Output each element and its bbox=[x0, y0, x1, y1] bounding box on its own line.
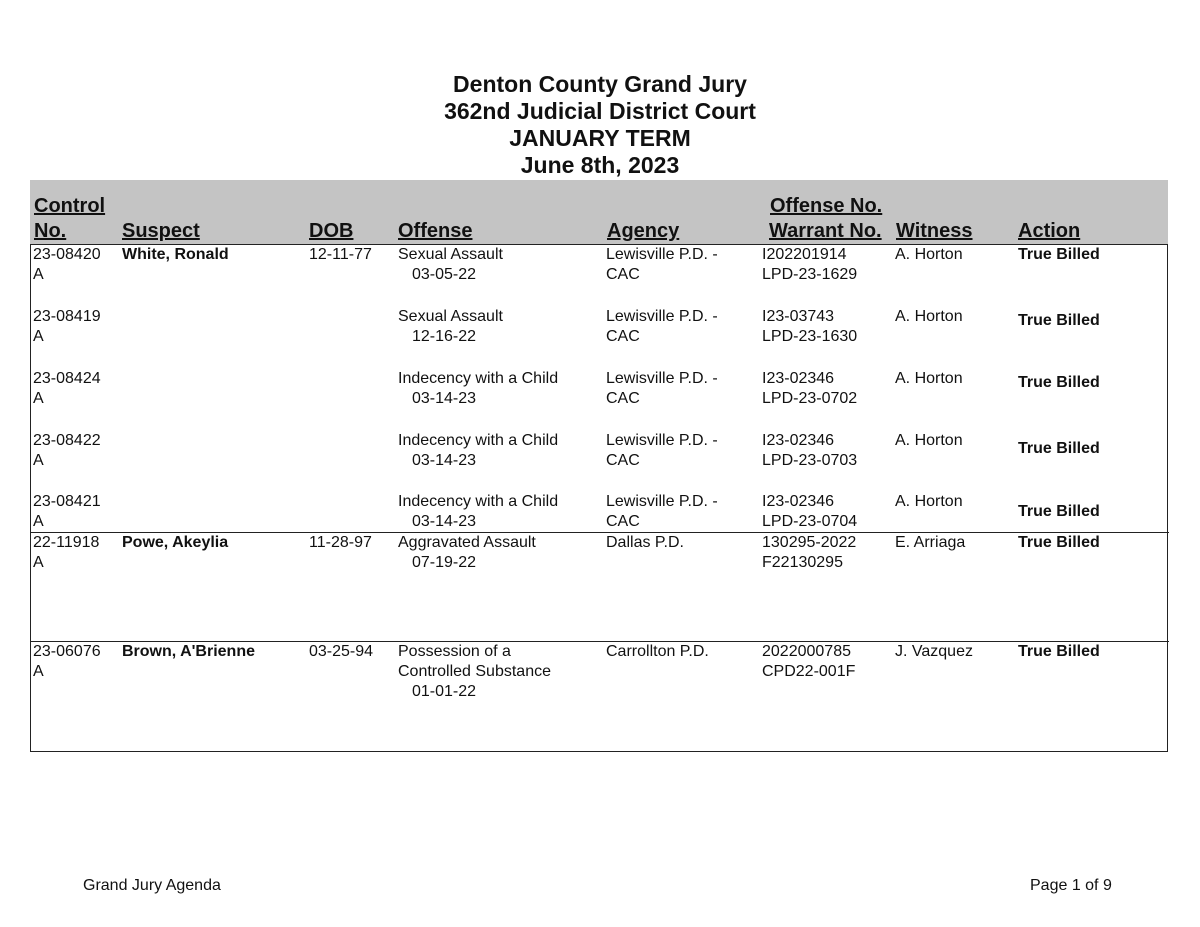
control-suffix: A bbox=[33, 663, 44, 680]
agency: CAC bbox=[606, 513, 640, 530]
witness: A. Horton bbox=[895, 246, 963, 263]
agency: Dallas P.D. bbox=[606, 534, 684, 551]
offense-number: I23-02346 bbox=[762, 370, 835, 387]
agency: CAC bbox=[606, 390, 640, 407]
witness: A. Horton bbox=[895, 308, 963, 325]
agency: Lewisville P.D. - bbox=[606, 432, 718, 449]
table-header bbox=[30, 180, 1168, 244]
control-suffix: A bbox=[33, 266, 44, 283]
warrant-number: LPD-23-0704 bbox=[762, 513, 858, 530]
control-number: 23-08422 bbox=[33, 432, 101, 449]
offense-number: 2022000785 bbox=[762, 643, 851, 660]
dob: 11-28-97 bbox=[309, 534, 372, 551]
offense-date: 03-14-23 bbox=[412, 513, 477, 530]
agency: CAC bbox=[606, 266, 640, 283]
offense-date: 01-01-22 bbox=[412, 683, 477, 700]
action-status: True Billed bbox=[1018, 312, 1100, 329]
warrant-number: F22130295 bbox=[762, 554, 843, 571]
control-suffix: A bbox=[33, 452, 44, 469]
offense-date: 12-16-22 bbox=[412, 328, 477, 345]
title-line-1: Denton County Grand Jury bbox=[453, 71, 747, 97]
control-number: 23-08424 bbox=[33, 370, 101, 387]
warrant-number: LPD-23-1630 bbox=[762, 328, 858, 345]
col-suspect: Suspect bbox=[122, 220, 200, 242]
col-dob: DOB bbox=[309, 220, 354, 242]
agency: CAC bbox=[606, 452, 640, 469]
control-suffix: A bbox=[33, 328, 44, 345]
col-offense: Offense bbox=[398, 220, 473, 242]
dob: 12-11-77 bbox=[309, 246, 372, 263]
dob: 03-25-94 bbox=[309, 643, 374, 660]
control-suffix: A bbox=[33, 554, 44, 571]
warrant-number: LPD-23-0703 bbox=[762, 452, 858, 469]
offense-date: 03-05-22 bbox=[412, 266, 477, 283]
offense: Indecency with a Child bbox=[398, 493, 559, 510]
witness: E. Arriaga bbox=[895, 534, 966, 551]
title-line-3: JANUARY TERM bbox=[509, 125, 691, 151]
control-number: 23-06076 bbox=[33, 643, 101, 660]
agency: Lewisville P.D. - bbox=[606, 246, 718, 263]
action-status: True Billed bbox=[1018, 503, 1100, 520]
warrant-number: LPD-23-0702 bbox=[762, 390, 858, 407]
control-number: 22-11918 bbox=[33, 534, 100, 551]
witness: J. Vazquez bbox=[895, 643, 973, 660]
offense-number: I23-03743 bbox=[762, 308, 835, 325]
action-status: True Billed bbox=[1018, 643, 1100, 660]
suspect-name: Powe, Akeylia bbox=[122, 534, 229, 551]
action-status: True Billed bbox=[1018, 440, 1100, 457]
control-number: 23-08421 bbox=[33, 493, 101, 510]
offense-number: 130295-2022 bbox=[762, 534, 857, 551]
offense: Indecency with a Child bbox=[398, 432, 559, 449]
control-suffix: A bbox=[33, 390, 44, 407]
col-witness: Witness bbox=[896, 220, 973, 242]
col-action: Action bbox=[1018, 220, 1081, 242]
offense-number: I23-02346 bbox=[762, 493, 835, 510]
col-offense-no: Offense No. bbox=[770, 195, 883, 217]
agency: Lewisville P.D. - bbox=[606, 308, 718, 325]
footer-title: Grand Jury Agenda bbox=[83, 877, 221, 894]
title-line-2: 362nd Judicial District Court bbox=[444, 98, 756, 124]
offense-number: I23-02346 bbox=[762, 432, 835, 449]
offense: Aggravated Assault bbox=[398, 534, 536, 551]
col-control-line2: No. bbox=[34, 220, 67, 242]
control-number: 23-08419 bbox=[33, 308, 101, 325]
suspect-name: White, Ronald bbox=[122, 246, 229, 263]
offense-number: I202201914 bbox=[762, 246, 847, 263]
offense: Sexual Assault bbox=[398, 246, 503, 263]
agenda-table bbox=[30, 244, 1168, 752]
action-status: True Billed bbox=[1018, 534, 1100, 551]
offense: Indecency with a Child bbox=[398, 370, 559, 387]
control-number: 23-08420 bbox=[33, 246, 101, 263]
witness: A. Horton bbox=[895, 370, 963, 387]
offense: Controlled Substance bbox=[398, 663, 551, 680]
offense-date: 07-19-22 bbox=[412, 554, 477, 571]
action-status: True Billed bbox=[1018, 374, 1100, 391]
offense: Sexual Assault bbox=[398, 308, 503, 325]
control-suffix: A bbox=[33, 513, 44, 530]
agency: Carrollton P.D. bbox=[606, 643, 709, 660]
agency: CAC bbox=[606, 328, 640, 345]
warrant-number: LPD-23-1629 bbox=[762, 266, 858, 283]
warrant-number: CPD22-001F bbox=[762, 663, 856, 680]
action-status: True Billed bbox=[1018, 246, 1100, 263]
offense-date: 03-14-23 bbox=[412, 390, 477, 407]
title-line-4: June 8th, 2023 bbox=[520, 152, 680, 178]
suspect-name: Brown, A'Brienne bbox=[122, 643, 255, 660]
agency: Lewisville P.D. - bbox=[606, 493, 718, 510]
agency: Lewisville P.D. - bbox=[606, 370, 718, 387]
witness: A. Horton bbox=[895, 432, 963, 449]
col-warrant-no: Warrant No. bbox=[769, 220, 882, 242]
col-control-line1: Control bbox=[34, 195, 106, 217]
footer-page-number: Page 1 of 9 bbox=[1030, 877, 1112, 894]
witness: A. Horton bbox=[895, 493, 963, 510]
offense-date: 03-14-23 bbox=[412, 452, 477, 469]
col-agency: Agency bbox=[607, 220, 680, 242]
offense: Possession of a bbox=[398, 643, 511, 660]
